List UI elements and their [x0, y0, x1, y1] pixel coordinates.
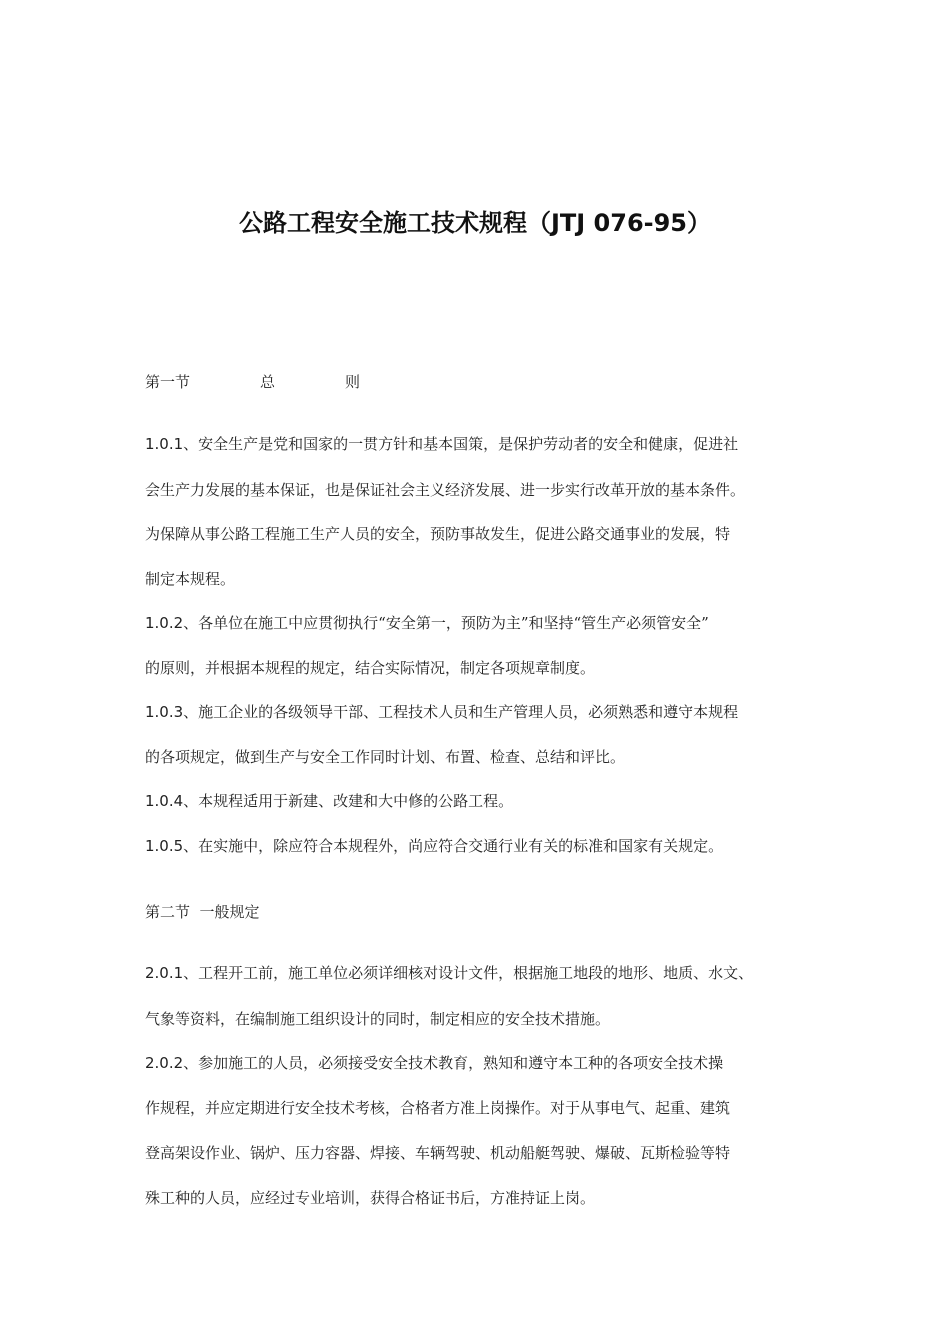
clause-2-0-2-line-2: 作规程，并应定期进行安全技术考核，合格者方准上岗操作。对于从事电气、起重、建筑	[145, 1099, 731, 1117]
clause-text: 、在实施中，除应符合本规程外，尚应符合交通行业有关的标准和国家有关规定。	[183, 837, 724, 855]
clause-2-0-1-line-2: 气象等资料，在编制施工组织设计的同时，制定相应的安全技术措施。	[145, 1010, 611, 1028]
clause-1-0-1-line-4: 制定本规程。	[145, 570, 236, 588]
section-1-word-2: 则	[345, 373, 361, 391]
clause-1-0-5	[145, 834, 723, 858]
section-heading-1	[145, 370, 360, 394]
section-1-label: 第一节	[145, 373, 191, 391]
clause-1-0-2-line-1	[145, 611, 709, 635]
clause-2-0-2-line-1	[145, 1051, 723, 1075]
clause-number: 2.0.1	[145, 964, 184, 982]
clause-1-0-1-line-3: 为保障从事公路工程施工生产人员的安全，预防事故发生，促进公路交通事业的发展，特	[145, 525, 731, 543]
clause-text: 、工程开工前，施工单位必须详细核对设计文件，根据施工地段的地形、地质、水文、	[183, 964, 754, 982]
clause-number: 1.0.3	[145, 703, 184, 721]
document-title: 公路工程安全施工技术规程（JTJ 076-95）	[238, 209, 712, 237]
clause-number: 1.0.2	[145, 614, 184, 632]
clause-1-0-3-line-1	[145, 700, 738, 724]
clause-2-0-1-line-1	[145, 961, 753, 985]
clause-text: 、本规程适用于新建、改建和大中修的公路工程。	[183, 792, 514, 810]
clause-text: 、安全生产是党和国家的一贯方针和基本国策，是保护劳动者的安全和健康，促进社	[183, 435, 739, 453]
clause-number: 1.0.1	[145, 435, 184, 453]
clause-1-0-4	[145, 789, 513, 813]
clause-text: 、各单位在施工中应贯彻执行“安全第一，预防为主”和坚持“管生产必须管安全”	[183, 614, 709, 632]
section-1-word-1: 总	[260, 373, 276, 391]
clause-number: 1.0.4	[145, 792, 184, 810]
clause-text: 、施工企业的各级领导干部、工程技术人员和生产管理人员，必须熟悉和遵守本规程	[183, 703, 739, 721]
clause-1-0-2-line-2: 的原则，并根据本规程的规定，结合实际情况，制定各项规章制度。	[145, 659, 596, 677]
clause-1-0-1-line-1	[145, 432, 738, 456]
clause-number: 1.0.5	[145, 837, 184, 855]
clause-text: 、参加施工的人员，必须接受安全技术教育，熟知和遵守本工种的各项安全技术操	[183, 1054, 724, 1072]
clause-1-0-1-line-2: 会生产力发展的基本保证，也是保证社会主义经济发展、进一步实行改革开放的基本条件。	[145, 481, 746, 499]
clause-2-0-2-line-3: 登高架设作业、锅炉、压力容器、焊接、车辆驾驶、机动船艇驾驶、爆破、瓦斯检验等特	[145, 1144, 731, 1162]
clause-2-0-2-line-4: 殊工种的人员，应经过专业培训，获得合格证书后，方准持证上岗。	[145, 1189, 596, 1207]
clause-number: 2.0.2	[145, 1054, 184, 1072]
section-heading-2: 第二节 一般规定	[145, 903, 260, 921]
clause-1-0-3-line-2: 的各项规定，做到生产与安全工作同时计划、布置、检查、总结和评比。	[145, 748, 626, 766]
